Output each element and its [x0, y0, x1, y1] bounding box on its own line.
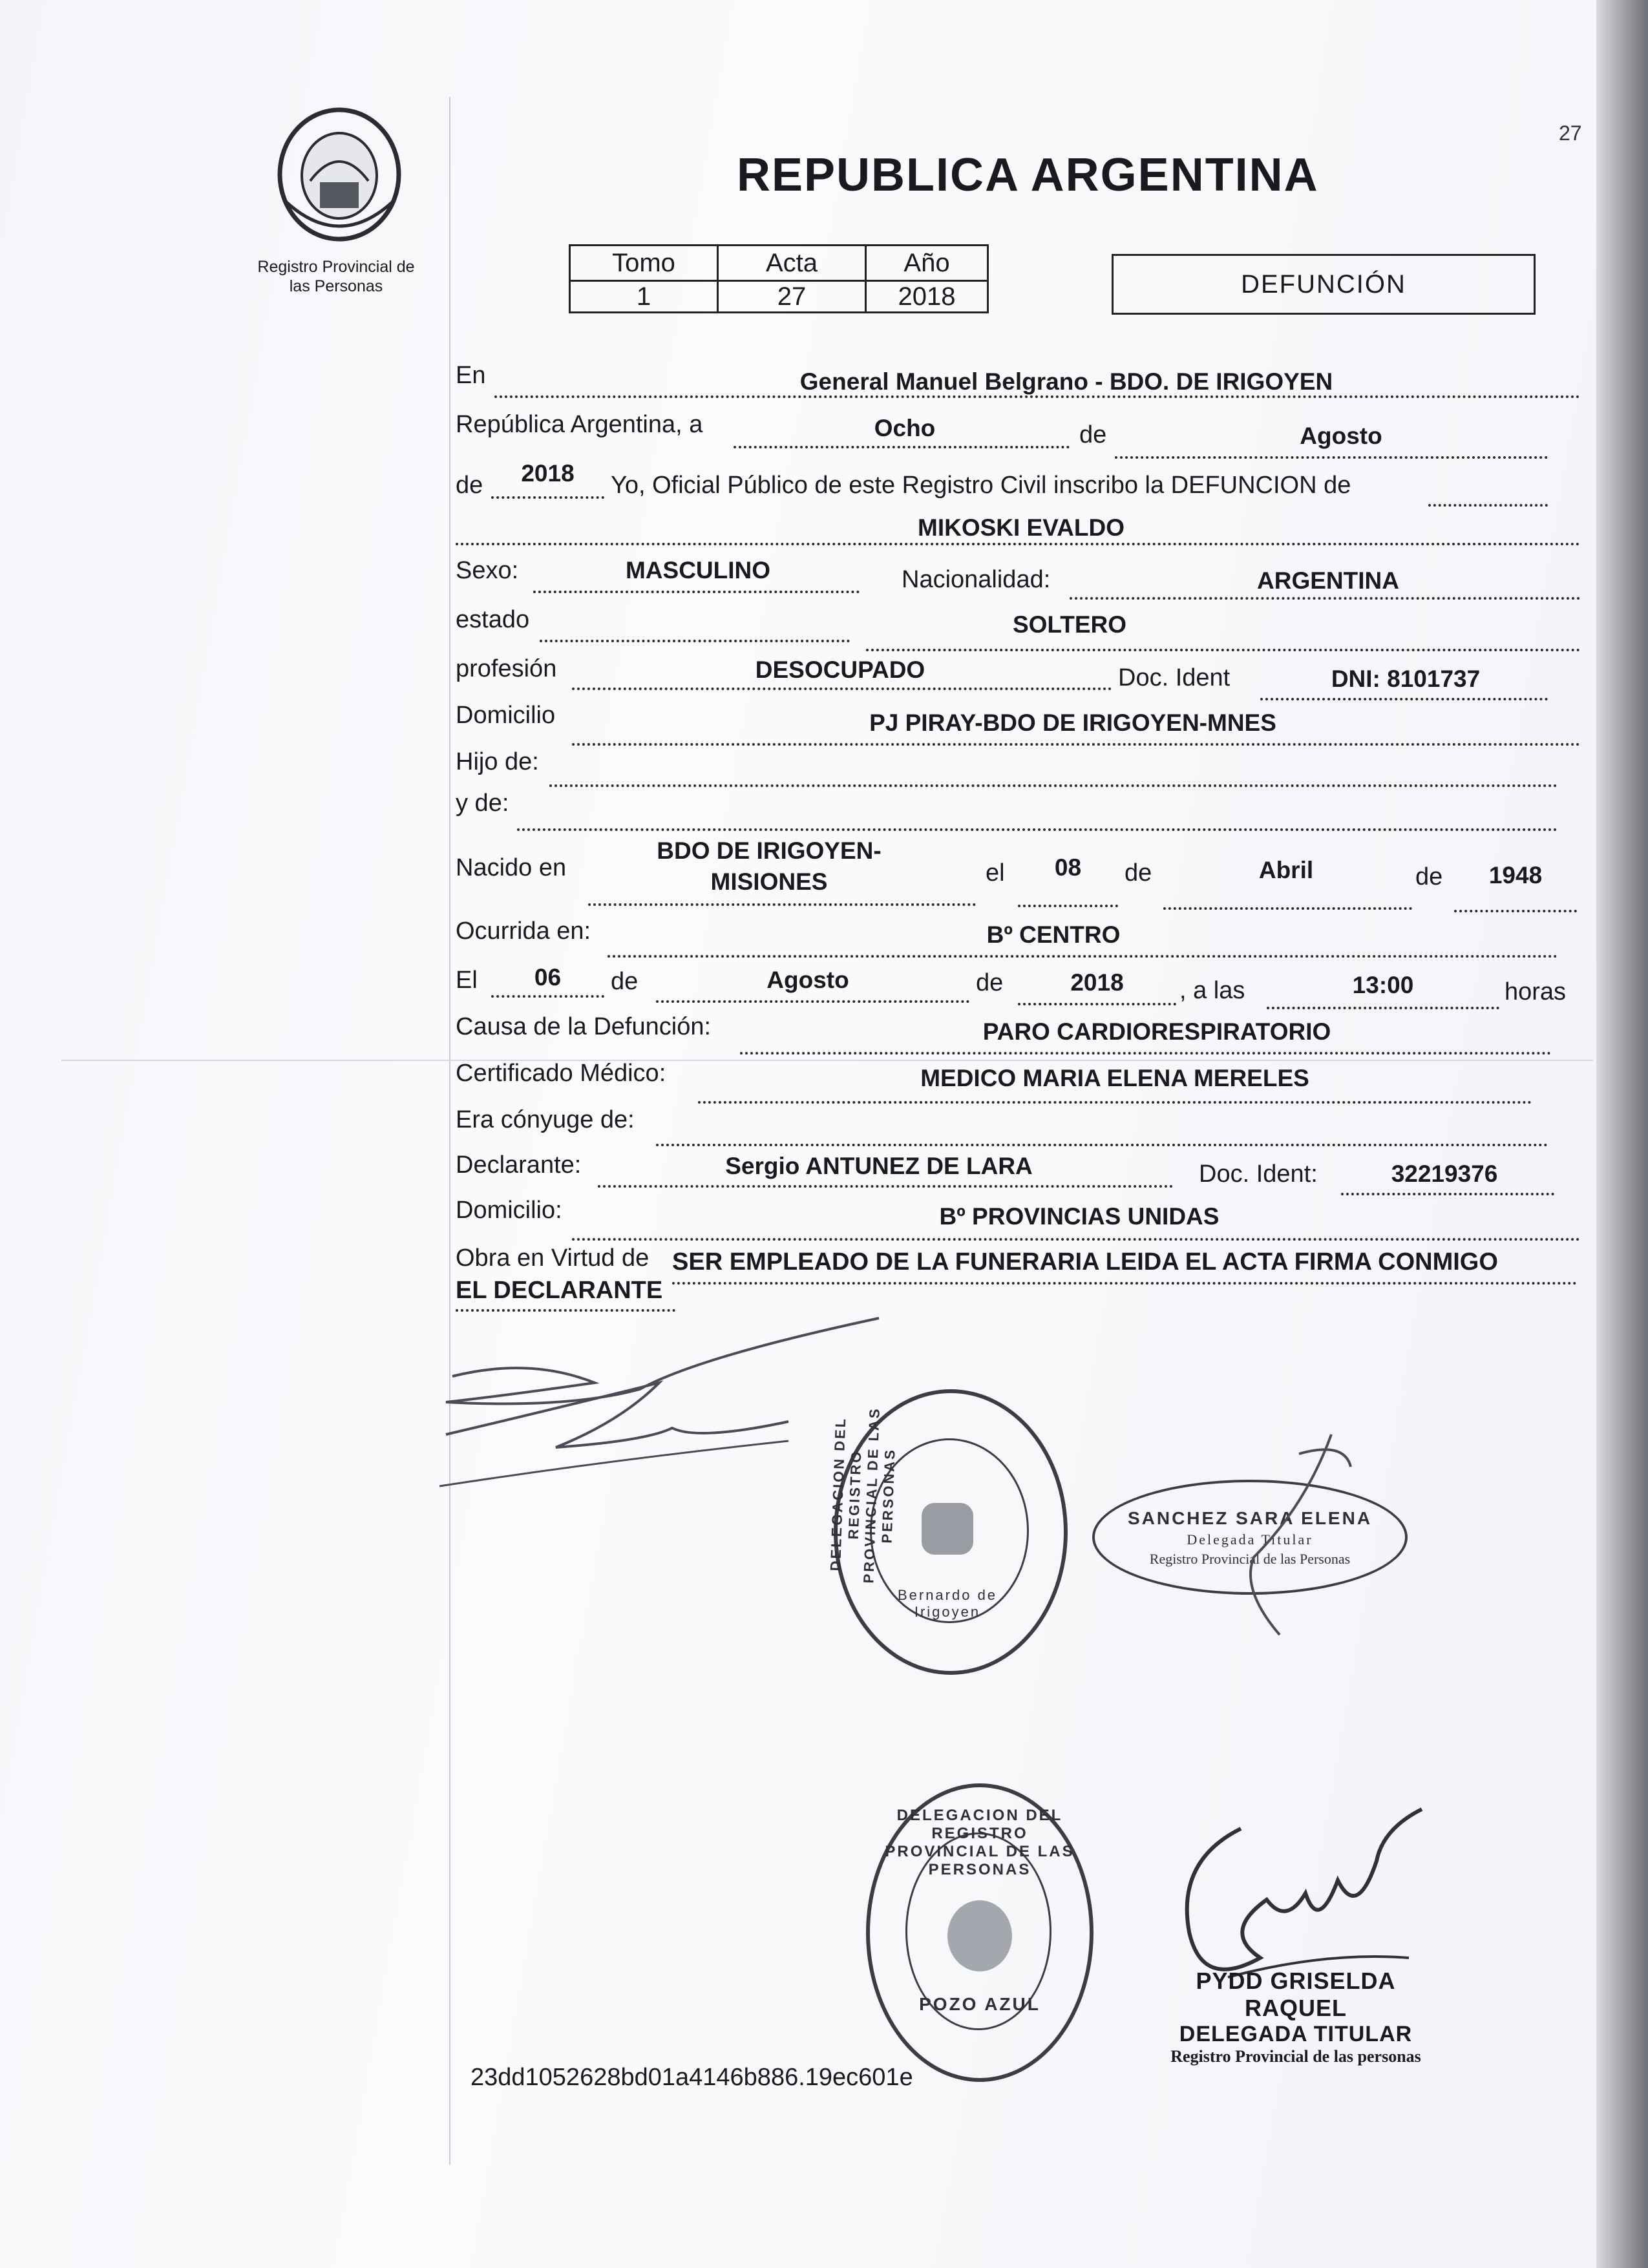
birthplace-line2: MISIONES — [710, 868, 828, 895]
provincial-seal-icon — [271, 103, 407, 246]
hijo-de-label: Hijo de: — [456, 748, 539, 775]
declarante-domicilio-value: Bº PROVINCIAS UNIDAS — [939, 1203, 1220, 1230]
anio-value: 2018 — [866, 281, 988, 313]
conyuge-label: Era cónyuge de: — [456, 1106, 635, 1133]
death-day-value: 06 — [534, 964, 562, 991]
en-label: En — [456, 362, 486, 389]
death-day-line — [491, 995, 604, 998]
causa-value: PARO CARDIORESPIRATORIO — [982, 1018, 1331, 1045]
domicilio-line — [572, 743, 1580, 746]
ocurrida-label: Ocurrida en: — [456, 918, 591, 945]
year-value: 2018 — [521, 460, 575, 487]
name-line — [456, 543, 1580, 545]
place-line — [494, 395, 1580, 398]
deceased-name: MIKOSKI EVALDO — [918, 514, 1125, 541]
obra-line2: EL DECLARANTE — [456, 1277, 663, 1304]
signer-registry: Registro Provincial de las personas — [1170, 2047, 1421, 2066]
death-time-line — [1267, 1007, 1499, 1009]
stamp2-ring-text: DELEGACION DEL REGISTRO PROVINCIAL DE LAS PERSONAS — [885, 1807, 1075, 1878]
hijo-de-line — [549, 784, 1558, 787]
registry-stamp-pozo-azul — [866, 1783, 1093, 2082]
month-value: Agosto — [1300, 423, 1382, 449]
profesion-label: profesión — [456, 655, 557, 682]
stamp1-center-text: Bernardo de Irigoyen — [897, 1587, 998, 1620]
declarante-doc-line — [1341, 1193, 1554, 1195]
doc-ident-label-2: Doc. Ident: — [1199, 1160, 1318, 1188]
year-line — [491, 496, 604, 499]
birth-day-value: 08 — [1054, 854, 1082, 881]
nacionalidad-value: ARGENTINA — [1257, 567, 1399, 594]
day-words-value: Ocho — [874, 415, 936, 441]
estado-value: SOLTERO — [1012, 611, 1127, 638]
obra-underline-1 — [672, 1282, 1577, 1285]
certificado-line — [698, 1101, 1532, 1104]
official-signature-icon — [1202, 1428, 1370, 1648]
official-name: SANCHEZ SARA ELENA — [1127, 1508, 1373, 1528]
scan-edge — [1596, 0, 1648, 2268]
domicilio-label: Domicilio — [456, 702, 556, 729]
certificado-label: Certificado Médico: — [456, 1060, 666, 1087]
causa-label: Causa de la Defunción: — [456, 1013, 712, 1040]
registry-stamp-bernardo — [827, 1389, 1068, 1675]
registry-caption-line2: las Personas — [289, 277, 383, 295]
death-month-line — [656, 1000, 969, 1003]
birthplace-line — [588, 903, 976, 906]
birth-day-line — [1018, 905, 1118, 907]
de-label-2: de — [456, 472, 483, 499]
profesion-value: DESOCUPADO — [755, 656, 925, 683]
domicilio-value: PJ PIRAY-BDO DE IRIGOYEN-MNES — [869, 709, 1276, 736]
statement-line — [1428, 504, 1548, 507]
de-label-6: de — [976, 969, 1004, 996]
estado-line-left — [540, 640, 850, 642]
a-las-label: , a las — [1179, 977, 1245, 1004]
tomo-value: 1 — [570, 281, 718, 313]
sexo-line — [533, 591, 860, 593]
stamp1-ring-text: DELEGACION DEL REGISTRO PROVINCIAL DE LAS PERSONAS — [827, 1407, 898, 1584]
acta-header: Acta — [718, 246, 866, 281]
birth-month-line — [1163, 907, 1412, 910]
acta-value: 27 — [718, 281, 866, 313]
de-label-3: de — [1125, 859, 1152, 887]
ocurrida-value: Bº CENTRO — [986, 921, 1121, 948]
record-type-box: DEFUNCIÓN — [1112, 254, 1536, 315]
declarant-signature-icon — [427, 1312, 892, 1506]
declarante-line — [598, 1185, 1173, 1188]
declarante-domicilio-line — [572, 1238, 1580, 1241]
obra-line1: SER EMPLEADO DE LA FUNERARIA LEIDA EL ACTA FIRMA CONMIGO — [672, 1248, 1498, 1276]
sexo-value: MASCULINO — [625, 557, 771, 583]
causa-line — [740, 1052, 1551, 1055]
birth-year-value: 1948 — [1488, 862, 1543, 888]
stamp1-emblem-icon — [915, 1496, 980, 1561]
reference-table — [569, 244, 989, 313]
statement-text: Yo, Oficial Público de este Registro Civil inscribo la DEFUNCION de — [611, 472, 1351, 499]
stamp2-center-text: POZO AZUL — [919, 1994, 1041, 2014]
domicilio-label-2: Domicilio: — [456, 1197, 562, 1224]
profesion-line — [572, 688, 1112, 690]
declarante-value: Sergio ANTUNEZ DE LARA — [725, 1153, 1033, 1179]
nacionalidad-line — [1070, 597, 1580, 600]
declarante-label: Declarante: — [456, 1151, 582, 1179]
obra-label: Obra en Virtud de — [456, 1244, 650, 1272]
el-label-2: El — [456, 967, 478, 994]
death-time-value: 13:00 — [1352, 972, 1414, 998]
fold-line-horizontal — [61, 1060, 1593, 1061]
birthplace-line1: BDO DE IRIGOYEN- — [657, 837, 882, 864]
certificado-value: MEDICO MARIA ELENA MERELES — [920, 1065, 1309, 1091]
republica-label: República Argentina, a — [456, 411, 703, 438]
document-title: REPUBLICA ARGENTINA — [737, 149, 1319, 201]
nacido-en-label: Nacido en — [456, 854, 567, 881]
el-label-1: el — [986, 859, 1005, 887]
fold-line-vertical — [449, 97, 450, 2165]
sexo-label: Sexo: — [456, 557, 519, 584]
death-year-value: 2018 — [1070, 969, 1124, 996]
signer-name: PYDD GRISELDA RAQUEL — [1196, 1968, 1396, 2021]
anio-header: Año — [866, 246, 988, 281]
de-label-5: de — [611, 968, 639, 995]
horas-label: horas — [1505, 978, 1567, 1005]
registry-caption — [239, 257, 433, 296]
tomo-header: Tomo — [570, 246, 718, 281]
estado-line — [866, 649, 1580, 651]
official-registry: Registro Provincial de las Personas — [1149, 1551, 1351, 1567]
signer-role: DELEGADA TITULAR — [1179, 2022, 1413, 2046]
signer-block — [1150, 1968, 1441, 2066]
y-de-label: y de: — [456, 790, 509, 817]
day-words-line — [734, 446, 1070, 448]
doc-ident-label: Doc. Ident — [1118, 664, 1231, 691]
de-label-1: de — [1079, 421, 1107, 448]
death-year-line — [1018, 1003, 1176, 1005]
page-number: 27 — [1559, 121, 1582, 145]
estado-label: estado — [456, 606, 530, 633]
registry-caption-line1: Registro Provincial de — [257, 258, 415, 276]
stamp2-emblem-icon — [941, 1897, 1019, 1975]
death-month-value: Agosto — [766, 967, 849, 993]
nacionalidad-label: Nacionalidad: — [902, 566, 1051, 593]
place-value: General Manuel Belgrano - BDO. DE IRIGOYEN — [799, 368, 1333, 395]
doc-ident-value: DNI: 8101737 — [1331, 666, 1481, 692]
official-role: Delegada Titular — [1187, 1531, 1313, 1548]
ocurrida-line — [607, 955, 1558, 958]
conyuge-line — [656, 1144, 1548, 1146]
doc-ident-line — [1260, 698, 1548, 700]
de-label-4: de — [1415, 863, 1443, 890]
declarante-doc-value: 32219376 — [1391, 1160, 1498, 1187]
birth-year-line — [1454, 910, 1577, 912]
birth-month-value: Abril — [1258, 857, 1314, 883]
month-line — [1115, 456, 1548, 459]
document-hash: 23dd1052628bd01a4146b886.19ec601e — [470, 2064, 913, 2091]
y-de-line — [517, 828, 1558, 831]
